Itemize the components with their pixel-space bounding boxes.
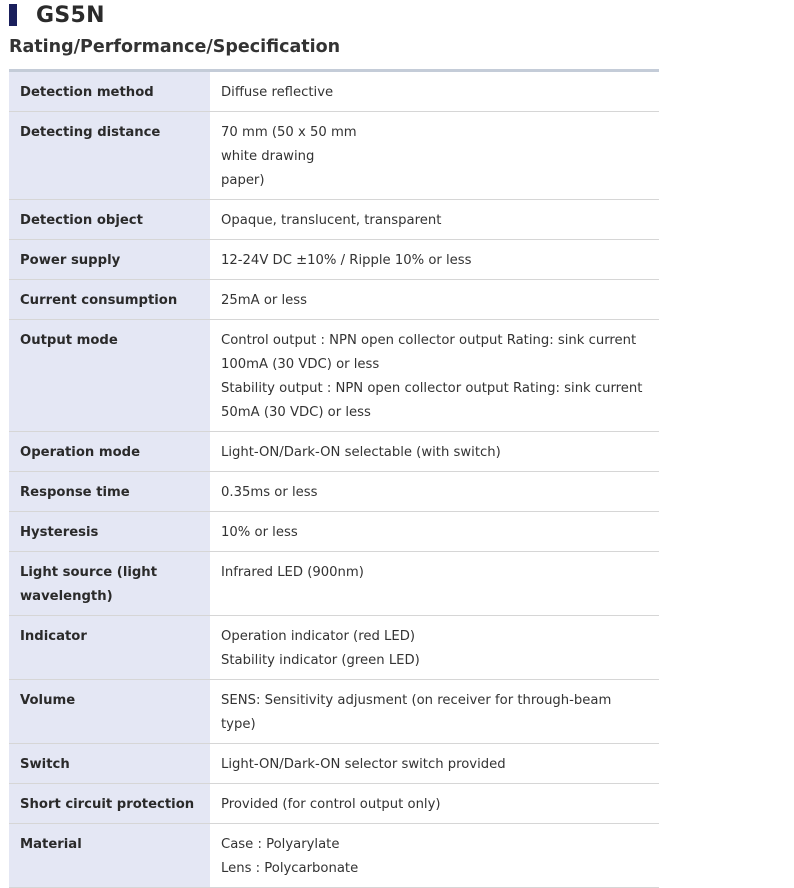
spec-value-line: SENS: Sensitivity adjusment (on receiver for through-beam type) (221, 693, 612, 732)
spec-value-line: Lens : Polycarbonate (221, 861, 359, 876)
table-row (9, 824, 659, 888)
spec-label: Detection method (9, 71, 210, 112)
table-row (9, 616, 659, 680)
product-title: GS5N (36, 2, 105, 28)
spec-value (210, 200, 659, 240)
spec-value (210, 112, 659, 200)
spec-value (210, 824, 659, 888)
spec-label: Switch (9, 744, 210, 784)
spec-value-line: Provided (for control output only) (221, 797, 441, 812)
table-row (9, 784, 659, 824)
spec-value-line: 100mA (30 VDC) or less (221, 357, 380, 372)
spec-value-line: 50mA (30 VDC) or less (221, 405, 371, 420)
spec-table-body (9, 71, 659, 888)
product-header (9, 0, 105, 30)
spec-value (210, 71, 659, 112)
spec-value (210, 432, 659, 472)
spec-value (210, 616, 659, 680)
spec-value-line: Stability output : NPN open collector output Rating: sink current (221, 381, 643, 396)
spec-value-line: Opaque, translucent, transparent (221, 213, 442, 228)
spec-value-line: Light-ON/Dark-ON selectable (with switch) (221, 445, 501, 460)
spec-value-line: Diffuse reflective (221, 85, 334, 100)
table-row (9, 744, 659, 784)
table-row (9, 71, 659, 112)
table-row (9, 240, 659, 280)
table-row (9, 512, 659, 552)
spec-label: Light source (light wavelength) (9, 552, 210, 616)
table-row (9, 552, 659, 616)
spec-label: Volume (9, 680, 210, 744)
table-row (9, 320, 659, 432)
spec-label: Indicator (9, 616, 210, 680)
table-row (9, 432, 659, 472)
spec-label: Material (9, 824, 210, 888)
spec-value-line: Operation indicator (red LED) (221, 629, 415, 644)
spec-value-line: white drawing (221, 149, 315, 164)
spec-value (210, 472, 659, 512)
table-row (9, 280, 659, 320)
spec-value (210, 320, 659, 432)
spec-value (210, 744, 659, 784)
spec-value (210, 512, 659, 552)
spec-value (210, 280, 659, 320)
spec-label: Response time (9, 472, 210, 512)
spec-value-line: Light-ON/Dark-ON selector switch provided (221, 757, 506, 772)
spec-label: Operation mode (9, 432, 210, 472)
spec-label: Detection object (9, 200, 210, 240)
spec-value-line: 0.35ms or less (221, 485, 318, 500)
spec-value (210, 240, 659, 280)
spec-value (210, 552, 659, 616)
table-row (9, 472, 659, 512)
section-title: Rating/Performance/Specification (9, 37, 341, 57)
spec-value-line: 10% or less (221, 525, 298, 540)
spec-label: Output mode (9, 320, 210, 432)
spec-value-line: 12-24V DC ±10% / Ripple 10% or less (221, 253, 472, 268)
table-row (9, 200, 659, 240)
spec-value-line: 70 mm (50 x 50 mm (221, 125, 357, 140)
table-row (9, 112, 659, 200)
title-accent-bar (9, 4, 17, 26)
spec-value-line: Case : Polyarylate (221, 837, 340, 852)
spec-table (9, 69, 659, 888)
spec-label: Short circuit protection (9, 784, 210, 824)
spec-label: Hysteresis (9, 512, 210, 552)
spec-value (210, 680, 659, 744)
spec-value (210, 784, 659, 824)
spec-value-line: Stability indicator (green LED) (221, 653, 420, 668)
spec-label: Detecting distance (9, 112, 210, 200)
spec-value-line: paper) (221, 173, 265, 188)
spec-label: Current consumption (9, 280, 210, 320)
spec-label: Power supply (9, 240, 210, 280)
spec-value-line: 25mA or less (221, 293, 308, 308)
table-row (9, 680, 659, 744)
spec-value-line: Infrared LED (900nm) (221, 565, 364, 580)
spec-value-line: Control output : NPN open collector output Rating: sink current (221, 333, 637, 348)
